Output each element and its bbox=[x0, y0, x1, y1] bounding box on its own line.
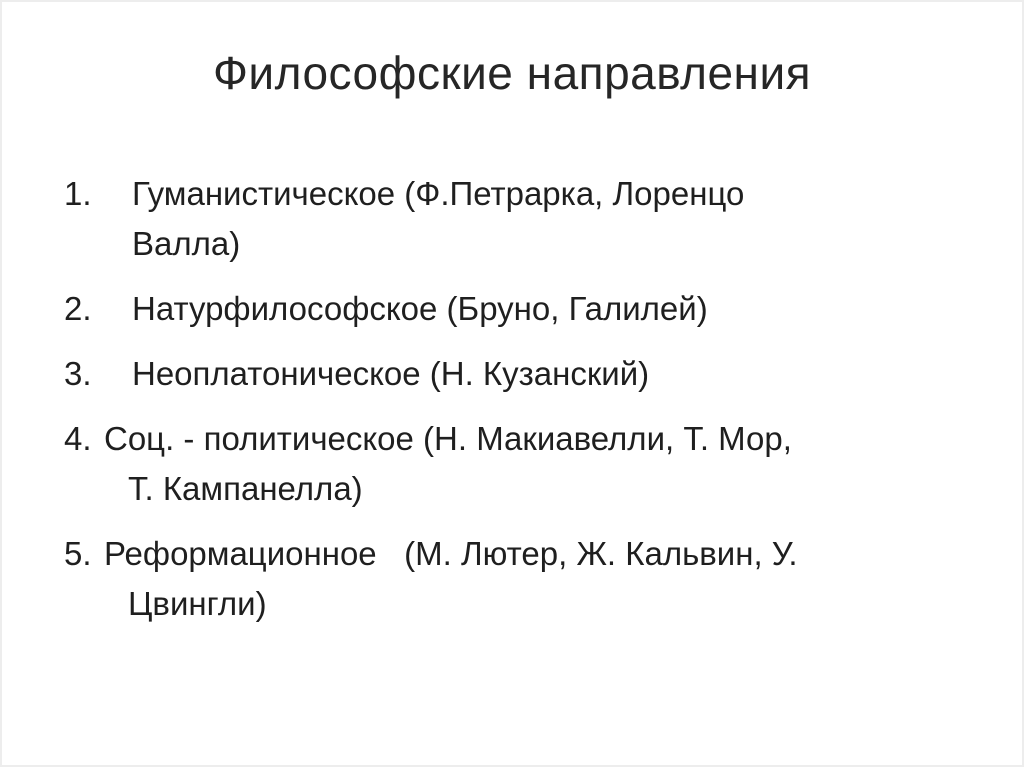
slide-title: Философские направления bbox=[212, 47, 812, 99]
philosophy-directions-list bbox=[2, 169, 1022, 629]
item-text: Соц. - политическое (Н. Макиавелли, Т. Мор, bbox=[104, 420, 792, 458]
item-number: 2. bbox=[64, 290, 92, 328]
item-line bbox=[64, 349, 992, 399]
item-text-continued: Т. Кампанелла) bbox=[128, 470, 363, 508]
item-text-continued: Цвингли) bbox=[128, 585, 267, 623]
item-number: 5. bbox=[64, 535, 92, 573]
item-text-continued: Валла) bbox=[132, 225, 241, 263]
item-line bbox=[64, 169, 992, 219]
list-item-neoplatonic bbox=[64, 349, 992, 399]
list-item-reformation bbox=[64, 529, 992, 629]
list-item-humanistic bbox=[64, 169, 992, 269]
list-item-natural-philosophy bbox=[64, 284, 992, 334]
item-text: Реформационное (М. Лютер, Ж. Кальвин, У. bbox=[104, 535, 798, 573]
item-line bbox=[64, 414, 992, 464]
item-line bbox=[64, 284, 992, 334]
item-text: Натурфилософское (Бруно, Галилей) bbox=[132, 290, 708, 328]
item-number: 3. bbox=[64, 355, 92, 393]
item-text: Неоплатоническое (Н. Кузанский) bbox=[132, 355, 650, 393]
item-line bbox=[64, 529, 992, 579]
item-text: Гуманистическое (Ф.Петрарка, Лоренцо bbox=[132, 175, 745, 213]
item-number: 1. bbox=[64, 175, 92, 213]
item-number: 4. bbox=[64, 420, 92, 458]
list-item-socio-political bbox=[64, 414, 992, 514]
